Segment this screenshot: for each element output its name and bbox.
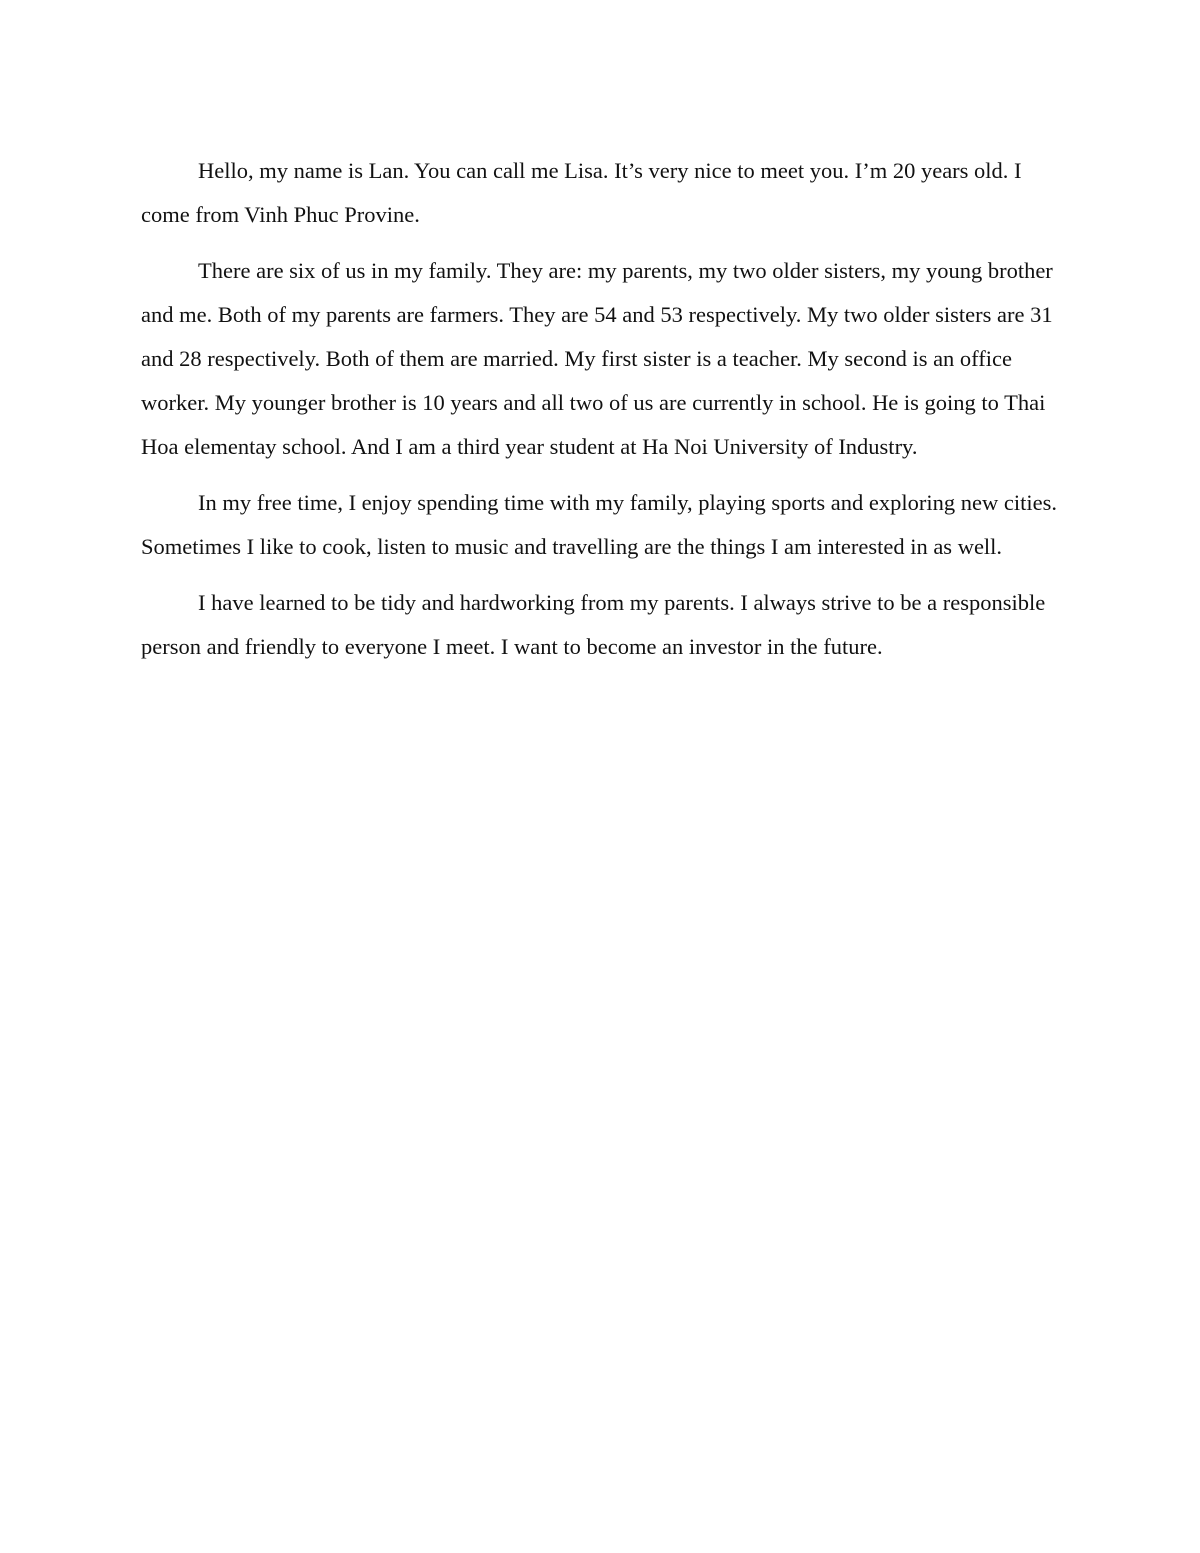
paragraph-introduction: Hello, my name is Lan. You can call me Lisa. It’s very nice to meet you. I’m 20 years old. I come from Vinh Phuc Provine. xyxy=(141,158,1022,227)
paragraph-family: There are six of us in my family. They are: my parents, my two older sisters, my young brother and me. Both of my parents are farmers. They are 54 and 53 respectively. My two older sisters are 31 and 28 respectively. Both of them are married. My first sister is a teacher. My second is an office worker. My younger brother is 10 years and all two of us are currently in school. He is going to Thai Hoa elementay school. And I am a third year student at Ha Noi University of Industry. xyxy=(141,258,1053,459)
document-body xyxy=(141,149,1061,681)
paragraph-personality: I have learned to be tidy and hardworking from my parents. I always strive to be a responsible person and friendly to everyone I meet. I want to become an investor in the future. xyxy=(141,590,1046,659)
paragraph-hobbies: In my free time, I enjoy spending time with my family, playing sports and exploring new cities. Sometimes I like to cook, listen to music and travelling are the things I am interested in as well. xyxy=(141,490,1057,559)
